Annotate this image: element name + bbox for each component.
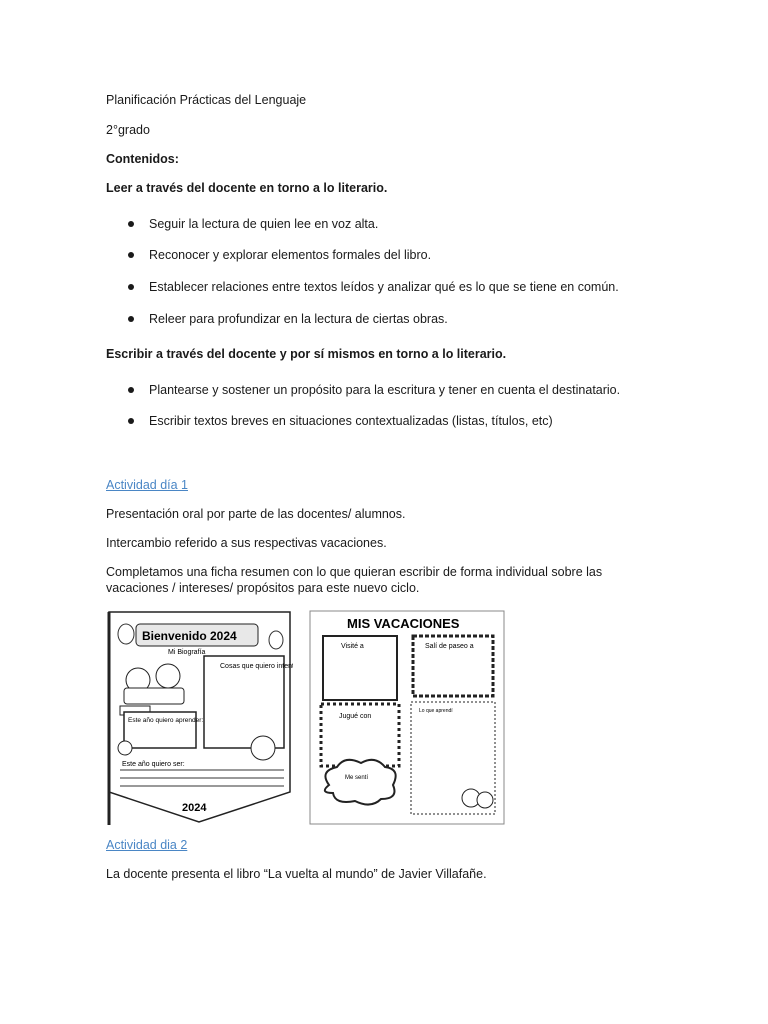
section2-heading: Escribir a través del docente y por sí mismos en torno a lo literario. [106,347,507,361]
worksheet-subtitle: Mi Biografía [168,649,206,656]
activity1-link[interactable]: Actividad día 1 [106,478,188,492]
worksheet-footer: 2024 [182,802,207,814]
cloud-label: Me sentí [345,775,369,781]
section1-heading: Leer a través del docente en torno a lo literario. [106,181,388,195]
worksheet2-title: MIS VACACIONES [347,616,460,631]
list-item: Plantearse y sostener un propósito para la escritura y tener en cuenta el destinatario. [128,382,620,398]
bullet-icon [128,284,134,290]
paragraph: Completamos una ficha resumen con lo que quieran escribir de forma individual sobre las vacaciones / intereses/ propósitos para este nuevo ciclo. [106,565,603,595]
line-be-label: Este año quiero ser: [122,761,185,768]
list-item: Escribir textos breves en situaciones contextualizadas (listas, títulos, etc) [128,413,553,429]
box-things-label: Cosas que quiero intentar [220,663,293,670]
box-learned-label: Lo que aprendí [419,708,453,714]
list-item: Establecer relaciones entre textos leídos y analizar qué es lo que se tiene en común. [128,279,619,295]
worksheet-title: Bienvenido 2024 [142,629,237,643]
list-item: Reconocer y explorar elementos formales del libro. [128,247,431,263]
bullet-icon [128,418,134,424]
bullet-icon [128,221,134,227]
box-played-label: Jugué con [339,713,372,720]
bullet-icon [128,387,134,393]
box-outing-label: Salí de paseo a [425,643,474,650]
list-item: Seguir la lectura de quien lee en voz alta. [128,216,378,232]
box-visited-label: Visité a [341,643,364,650]
doc-title: Planificación Prácticas del Lenguaje [106,93,307,107]
paragraph: Intercambio referido a sus respectivas vacaciones. [106,536,387,550]
list-item: Releer para profundizar en la lectura de ciertas obras. [128,311,448,327]
vacations-worksheet-image [309,610,505,825]
paragraph: La docente presenta el libro “La vuelta al mundo” de Javier Villafañe. [106,867,487,881]
box-learn-label: Este año quiero aprender: [128,717,204,724]
bullet-icon [128,252,134,258]
activity2-link[interactable]: Actividad dia 2 [106,838,188,852]
welcome-worksheet-image [106,610,293,825]
grade-label: 2°grado [106,123,150,137]
contents-heading: Contenidos: [106,152,179,166]
paragraph: Presentación oral por parte de las docentes/ alumnos. [106,507,406,521]
bullet-icon [128,316,134,322]
